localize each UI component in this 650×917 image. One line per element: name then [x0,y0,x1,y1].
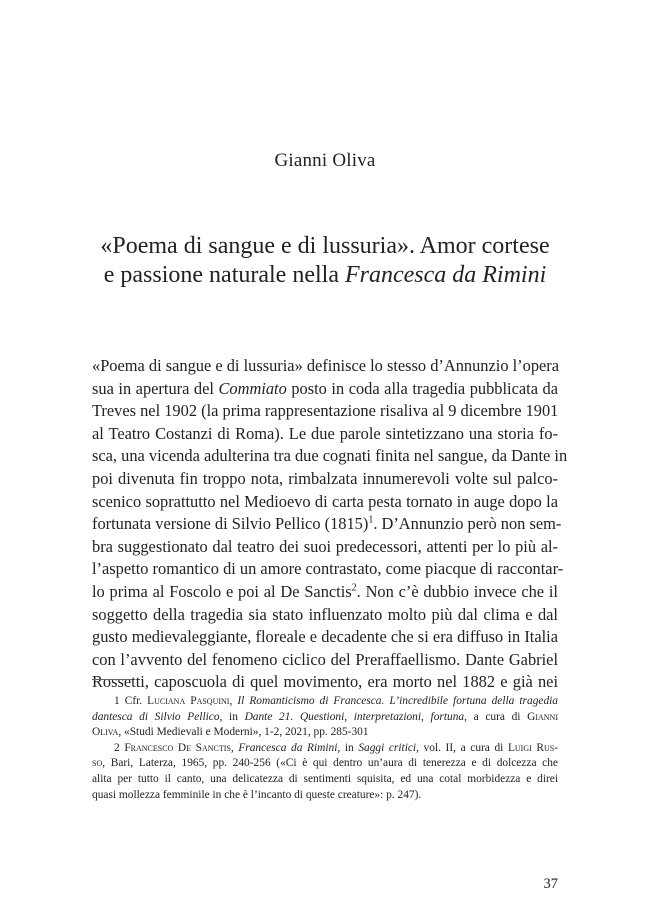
body-text: fortunata versione di Silvio Pellico (1815) [92,514,369,534]
footnote-1-line [92,694,558,710]
footnote-italic: Il Romanticismo di Francesca. L’incredibile fortuna della tragedia [237,695,558,707]
footnote-author: Luigi Rus- [507,741,559,754]
footnote-2-line [92,756,558,772]
body-line: gusto medievaleggiante, floreale e decadente che si era diffuso in Italia [92,627,558,647]
body-line: soggetto della tragedia sia stato influenzato molto più dal clima e dal [92,604,558,624]
body-text: lo prima al Foscolo e poi al De Sanctis [92,581,352,601]
footnote-italic: Francesca da Rimini [238,741,338,754]
footnote-text: , vol. II, a cura di [416,741,508,754]
footnote-text: , «Studi Medievali e Moderni», 1-2, 2021, pp. 285-301 [118,726,369,739]
body-line: Treves nel 1902 (la prima rappresentazione risaliva al 9 dicembre 1901 [92,401,559,421]
footnote-text: , [229,695,238,707]
author-name: Gianni Oliva [274,150,376,171]
footnotes [92,694,558,803]
footnote-ref-2[interactable]: 2 [351,582,357,594]
body-line: al Teatro Costanzi di Roma). Le due parole sintetizzano una storia fo- [92,423,558,443]
title-line-2-text: e passione naturale nella [103,262,345,288]
footnote-author: so [92,757,103,770]
body-line [92,513,562,536]
body-line: con l’avvento del fenomeno ciclico del Preraffaellismo. Dante Gabriel [92,649,558,669]
title-line-1: «Poema di sangue e di lussuria». Amor cortese [100,233,550,259]
footnote-author: Gianni [527,710,558,723]
footnote-text: , in [219,710,245,723]
footnote-2-line: alita per tutto il canto, una delicatezza di sentimenti squisita, ed una cotal morbidezza e direi [92,772,558,785]
body-text: posto in coda alla tragedia pubblicata da [286,378,558,398]
footnote-text: , in [337,741,359,754]
body-line [92,581,558,604]
footnote-italic: Saggi critici [358,741,417,754]
footnote-author: Oliva [92,726,119,739]
title-line-2 [60,261,590,290]
page-number: 37 [543,876,558,892]
body-line [92,378,558,401]
footnote-author: Luciana Pasquini [147,695,230,707]
footnote-italic: Dante 21. Questioni, interpretazioni, fortuna [244,710,465,723]
footnote-text: , Bari, Laterza, 1965, pp. 240-256 («Ci è qui dentro un’aura di tenerezza e di dolcezza che [102,757,558,770]
footnote-2-line [92,741,558,757]
body-line: scenico soprattutto nel Medioevo di carta pesta tornato in auge dopo la [92,491,558,511]
footnote-text: , [230,741,239,754]
footnote-1-line [92,725,558,741]
footnote-2-line: quasi mollezza femminile in che è l’incanto di queste creature»: p. 247). [92,788,422,801]
body-line: sca, una vicenda adulterina tra due cognati finita nel sangue, da Dante in [92,446,568,466]
body-line: «Poema di sangue e di lussuria» definisce lo stesso d’Annunzio l’opera [92,356,560,375]
body-line: Rossetti, caposcuola di quel movimento, era morto nel 1882 e già nei [92,672,558,692]
footnote-italic: dantesca di Silvio Pellico [92,710,220,723]
body-text: . Non c’è dubbio invece che il [356,581,558,601]
title-italic-work: Francesca da Rimini [344,262,547,288]
body-line: bra suggestionato dal teatro dei suoi predecessori, attenti per lo più al- [92,536,558,556]
footnote-1-line [92,710,558,726]
footnote-author: Francesco De Sanctis [124,741,231,754]
body-text: . D’Annunzio però non sem- [373,514,562,534]
footnote-text: 2 [114,741,125,754]
body-line: l’aspetto romantico di un amore contrastato, come piacque di raccontar- [92,559,564,579]
footnote-ref-1[interactable]: 1 [368,514,374,526]
footnote-text: , a cura di [464,710,528,723]
body-text: sua in apertura del [92,378,219,398]
footnote-text: 1 Cfr. [114,695,148,707]
body-paragraph [92,355,568,694]
article-title [60,232,590,290]
footnote-separator [92,679,132,680]
body-italic: Commiato [218,378,287,398]
body-line: poi divenuta fin troppo nota, rimbalzata innumerevoli volte sul palco- [92,468,558,488]
